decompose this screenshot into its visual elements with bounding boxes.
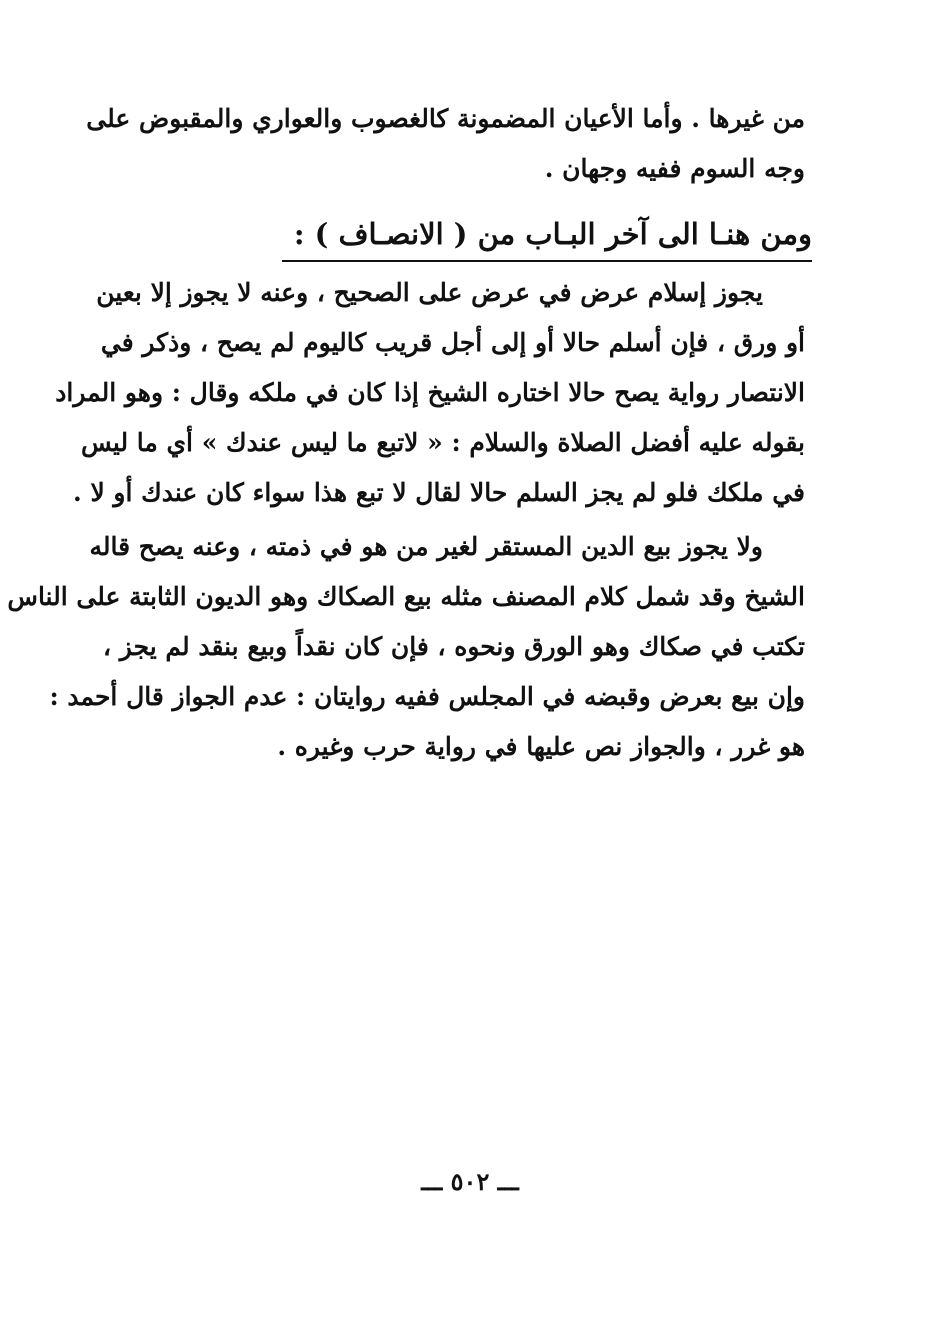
text-line: هو غرر ، والجواز نص عليها في رواية حرب وغيره . <box>277 732 805 761</box>
paragraph-1 <box>55 268 805 518</box>
text-line: بقوله عليه أفضل الصلاة والسلام : « لاتبع ما ليس عندك » أي ما ليس <box>81 428 805 457</box>
intro-paragraph <box>86 94 805 194</box>
text-line: من غيرها . وأما الأعيان المضمونة كالغصوب والعواري والمقبوض على <box>86 104 805 133</box>
section-heading: ومن هنـا الى آخر البـاب من ( الانصـاف ) : <box>282 208 812 262</box>
text-line: تكتب في صكاك وهو الورق ونحوه ، فإن كان نقداً وبيع بنقد لم يجز ، <box>103 632 805 661</box>
text-line: في ملكك فلو لم يجز السلم حالا لقال لا تبع هذا سواء كان عندك أو لا . <box>73 478 805 507</box>
paragraph-2 <box>7 522 805 772</box>
text-line: وجه السوم ففيه وجهان . <box>544 154 805 183</box>
text-line: الانتصار رواية يصح حالا اختاره الشيخ إذا كان في ملكه وقال : وهو المراد <box>55 378 805 407</box>
page-number: ـــ ٥٠٢ ـــ <box>421 1167 519 1196</box>
text-line: ولا يجوز بيع الدين المستقر لغير من هو في ذمته ، وعنه يصح قاله <box>89 532 763 561</box>
text-line: الشيخ وقد شمل كلام المصنف مثله بيع الصكاك وهو الديون الثابتة على الناس <box>7 582 805 611</box>
text-line: أو ورق ، فإن أسلم حالا أو إلى أجل قريب كاليوم لم يصح ، وذكر في <box>100 328 805 357</box>
text-line: يجوز إسلام عرض في عرض على الصحيح ، وعنه لا يجوز إلا بعين <box>96 278 763 307</box>
text-line: وإن بيع بعرض وقبضه في المجلس ففيه روايتان : عدم الجواز قال أحمد : <box>49 682 805 711</box>
